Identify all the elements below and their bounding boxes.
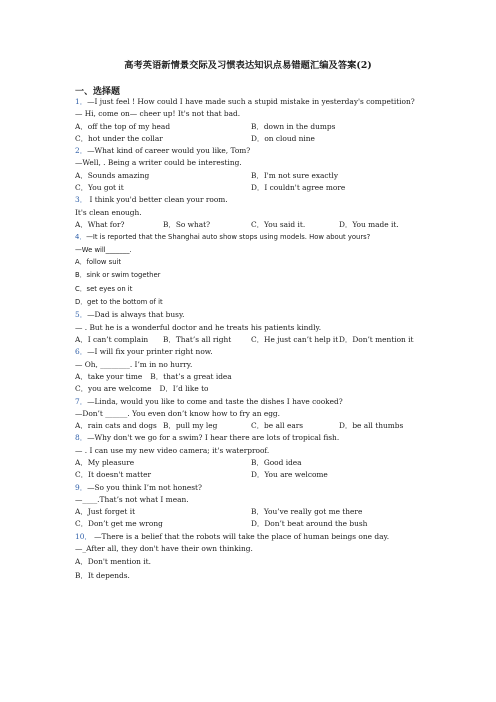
options-row: [75, 170, 435, 182]
question-text: —Why don't we go for a swim? I hear there are lots of tropical fish.: [87, 433, 340, 443]
question-item: [75, 346, 435, 395]
question-text: —So you think I’m not honest?: [87, 482, 202, 492]
question-text: I think you'd better clean your room.: [87, 195, 228, 205]
answer-option[interactable]: C．He just can’t help it: [251, 335, 339, 345]
options-row: [75, 219, 435, 231]
options-row: [75, 334, 435, 346]
answer-option[interactable]: A．What for?: [75, 219, 125, 229]
question-reply: [75, 445, 435, 457]
question-number: 4．: [75, 233, 87, 242]
question-item: [75, 432, 435, 481]
question-item: [75, 531, 435, 582]
question-reply: [75, 108, 435, 120]
question-number: 5．: [75, 310, 88, 320]
answer-option[interactable]: A．rain cats and dogs: [75, 421, 157, 431]
answer-option[interactable]: A．Don't mention it.: [75, 557, 151, 567]
question-text: —I will fix your printer right now.: [87, 347, 213, 357]
answer-option[interactable]: A．follow suit: [75, 257, 122, 266]
answer-option[interactable]: C．be all ears: [251, 421, 304, 431]
question-number: 1．: [75, 97, 88, 106]
options-row: [75, 506, 435, 518]
question-text: It's clean enough.: [75, 207, 142, 217]
answer-option[interactable]: B．It depends.: [75, 570, 130, 580]
question-text: —Linda, would you like to come and taste the dishes I have cooked?: [87, 396, 343, 406]
answer-option[interactable]: C．you are welcome: [75, 384, 152, 394]
question-number: 9．: [75, 482, 88, 492]
answer-option[interactable]: D．You are welcome: [251, 470, 328, 480]
options-row: [75, 555, 435, 568]
answer-option[interactable]: A．I can’t complain: [75, 335, 149, 345]
options-row: [75, 569, 435, 582]
question-reply: [75, 322, 435, 334]
question-text: —Well, . Being a writer could be interesting.: [75, 158, 242, 168]
question-reply: [75, 494, 435, 506]
answer-option[interactable]: D．Don’t beat around the bush: [251, 519, 368, 529]
question-stem: [75, 482, 435, 494]
options-row: [75, 182, 435, 194]
options-row: [75, 269, 435, 282]
question-item: [75, 482, 435, 531]
options-row: [75, 296, 435, 309]
options-row: [75, 283, 435, 296]
question-number: 2．: [75, 146, 88, 156]
question-text: —____.That’s not what I mean.: [75, 494, 189, 504]
answer-option[interactable]: C．You said it.: [251, 219, 306, 229]
answer-option[interactable]: D．I’d like to: [159, 384, 209, 394]
answer-option[interactable]: D．get to the bottom of it: [75, 298, 163, 307]
question-number: 6．: [75, 347, 88, 357]
options-row: [75, 121, 435, 133]
section-heading: 一、选择题: [75, 87, 121, 97]
answer-option[interactable]: B．You’ve really got me there: [251, 507, 363, 517]
question-text: — . I can use my new video camera; it's waterproof.: [75, 445, 270, 455]
question-number: 7．: [75, 396, 88, 406]
answer-option[interactable]: D．You made it.: [339, 219, 399, 229]
question-stem: [75, 531, 435, 543]
question-item: [75, 145, 435, 194]
question-text: — Oh, ________. I’m in no hurry.: [75, 359, 193, 369]
question-reply: [75, 408, 435, 420]
question-stem: [75, 96, 435, 108]
answer-option[interactable]: D．be all thumbs: [339, 421, 404, 431]
answer-option[interactable]: A．Just forget it: [75, 507, 136, 517]
question-text: —Dad is always that busy.: [87, 310, 185, 320]
question-item: [75, 194, 435, 231]
question-stem: [75, 231, 435, 243]
answer-option[interactable]: C．You got it: [75, 183, 124, 193]
question-stem: [75, 194, 435, 206]
question-text: — Hi, come on— cheer up! It's not that bad.: [75, 109, 241, 119]
question-text: —It is reported that the Shanghai auto show stops using models. How about yours?: [86, 233, 371, 242]
page-title: 高考英语新情景交际及习惯表达知识点易错题汇编及答案(2): [124, 60, 372, 71]
question-text: —We will_______.: [75, 245, 132, 254]
answer-option[interactable]: B．that’s a great idea: [150, 371, 232, 381]
answer-option[interactable]: A．take your time: [75, 371, 143, 381]
answer-option[interactable]: B．Good idea: [251, 457, 302, 467]
question-text: — . But he is a wonderful doctor and he treats his patients kindly.: [75, 322, 322, 332]
answer-option[interactable]: B．pull my leg: [163, 421, 218, 431]
answer-option[interactable]: C．Don’t get me wrong: [75, 519, 163, 529]
question-item: [75, 231, 435, 309]
answer-option[interactable]: A．My pleasure: [75, 457, 135, 467]
question-text: —There is a belief that the robots will take the place of human beings one day.: [91, 531, 390, 541]
question-stem: [75, 396, 435, 408]
question-reply: [75, 543, 435, 555]
question-list: [75, 96, 435, 582]
question-reply: [75, 244, 435, 256]
question-stem: [75, 145, 435, 157]
options-row: [75, 371, 435, 383]
answer-option[interactable]: C．It doesn't matter: [75, 470, 152, 480]
question-reply: [75, 359, 435, 371]
answer-option[interactable]: C．hot under the collar: [75, 133, 163, 143]
answer-option[interactable]: B．That’s all right: [163, 335, 232, 345]
question-text: —What kind of career would you like, Tom?: [87, 146, 251, 156]
answer-option[interactable]: D．on cloud nine: [251, 133, 315, 143]
answer-option[interactable]: A．off the top of my head: [75, 121, 171, 131]
question-item: [75, 309, 435, 346]
answer-option[interactable]: D．Don’t mention it: [339, 335, 414, 345]
answer-option[interactable]: B．So what?: [163, 219, 211, 229]
question-text: —Don’t ______. You even don’t know how to fry an egg.: [75, 408, 281, 418]
question-item: [75, 96, 435, 145]
options-row: [75, 256, 435, 269]
question-stem: [75, 346, 435, 358]
question-number: 3．: [75, 195, 88, 205]
answer-option[interactable]: B．sink or swim together: [75, 271, 161, 280]
options-row: [75, 133, 435, 145]
question-item: [75, 396, 435, 433]
answer-option[interactable]: B．I'm not sure exactly: [251, 170, 339, 180]
question-number: 10．: [75, 531, 92, 541]
options-row: [75, 383, 435, 395]
question-reply: [75, 157, 435, 169]
question-stem: [75, 432, 435, 444]
question-stem: [75, 309, 435, 321]
answer-option[interactable]: D．I couldn't agree more: [251, 183, 346, 193]
options-row: [75, 469, 435, 481]
question-text: —I just feel ! How could I have made such a stupid mistake in yesterday's competition?: [87, 97, 415, 106]
question-text: —_After all, they don't have their own thinking.: [75, 544, 253, 554]
answer-option[interactable]: A．Sounds amazing: [75, 170, 150, 180]
question-number: 8．: [75, 433, 88, 443]
options-row: [75, 457, 435, 469]
options-row: [75, 518, 435, 530]
answer-option[interactable]: C．set eyes on it: [75, 284, 133, 293]
options-row: [75, 420, 435, 432]
question-reply: [75, 207, 435, 219]
answer-option[interactable]: B．down in the dumps: [251, 121, 336, 131]
